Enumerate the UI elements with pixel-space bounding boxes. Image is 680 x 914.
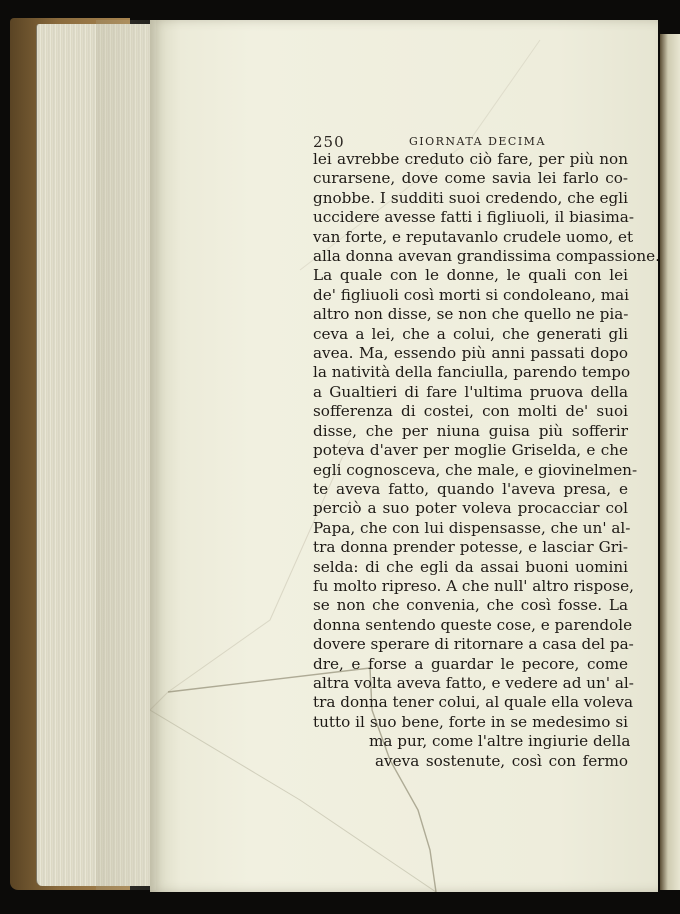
text-line: disse, che per niuna guisa più sofferir [313,421,628,440]
facing-page-edge [660,34,680,890]
text-line: te aveva fatto, quando l'aveva presa, e [313,479,628,498]
text-line: poteva d'aver per moglie Griselda, e che [313,441,628,460]
text-line: egli cognosceva, che male, e giovinelmen- [313,460,638,479]
text-line: van forte, e reputavanlo crudele uomo, et [313,227,634,246]
text-line: selda: di che egli da assai buoni uomini [313,557,628,576]
text-line: tra donna tener colui, al quale ella voleva [313,693,634,712]
text-line: ceva a lei, che a colui, che generati gli [313,324,628,343]
page-number: 250 [313,133,345,151]
text-line: altra volta aveva fatto, e vedere ad un' al- [313,673,634,692]
text-line: avea. Ma, essendo più anni passati dopo [313,344,628,363]
text-line: curarsene, dove come savia lei farlo co- [313,169,628,188]
text-line: de' figliuoli così morti si condoleano, mai [313,285,630,304]
text-line: alla donna avevan grandissima compassione. [313,247,660,266]
text-line: gnobbe. I sudditi suoi credendo, che egli [313,188,628,207]
text-line: fu molto ripreso. A che null' altro rispose, [313,576,634,595]
text-line: se non che convenia, che così fosse. La [313,596,628,615]
text-line: ma pur, come l'altre ingiurie della [369,732,631,751]
text-line: tra donna prender potesse, e lasciar Gri- [313,538,628,557]
body-text [313,150,660,771]
running-title: GIORNATA DECIMA [409,135,546,148]
text-line: Papa, che con lui dispensasse, che un' al- [313,518,631,537]
text-line: aveva sostenute, così con fermo [375,751,628,770]
text-line: altro non disse, se non che quello ne pia- [313,305,629,324]
text-line: dre, e forse a guardar le pecore, come [313,654,628,673]
text-line: sofferenza di costei, con molti de' suoi [313,402,628,421]
page-gutter-shadow [96,20,156,890]
text-line: uccidere avesse fatti i figliuoli, il biasima- [313,208,634,227]
text-line: dovere sperare di ritornare a casa del pa- [313,635,634,654]
text-line: tutto il suo bene, forte in se medesimo si [313,712,628,731]
text-line: a Gualtieri di fare l'ultima pruova della [313,382,628,401]
text-line: donna sentendo queste cose, e parendole [313,615,633,634]
text-line: lei avrebbe creduto ciò fare, per più non [313,150,628,168]
text-line: perciò a suo poter voleva procacciar col [313,499,628,518]
text-line: la natività della fanciulla, parendo tempo [313,363,631,382]
text-line: La quale con le donne, le quali con lei [313,266,628,285]
